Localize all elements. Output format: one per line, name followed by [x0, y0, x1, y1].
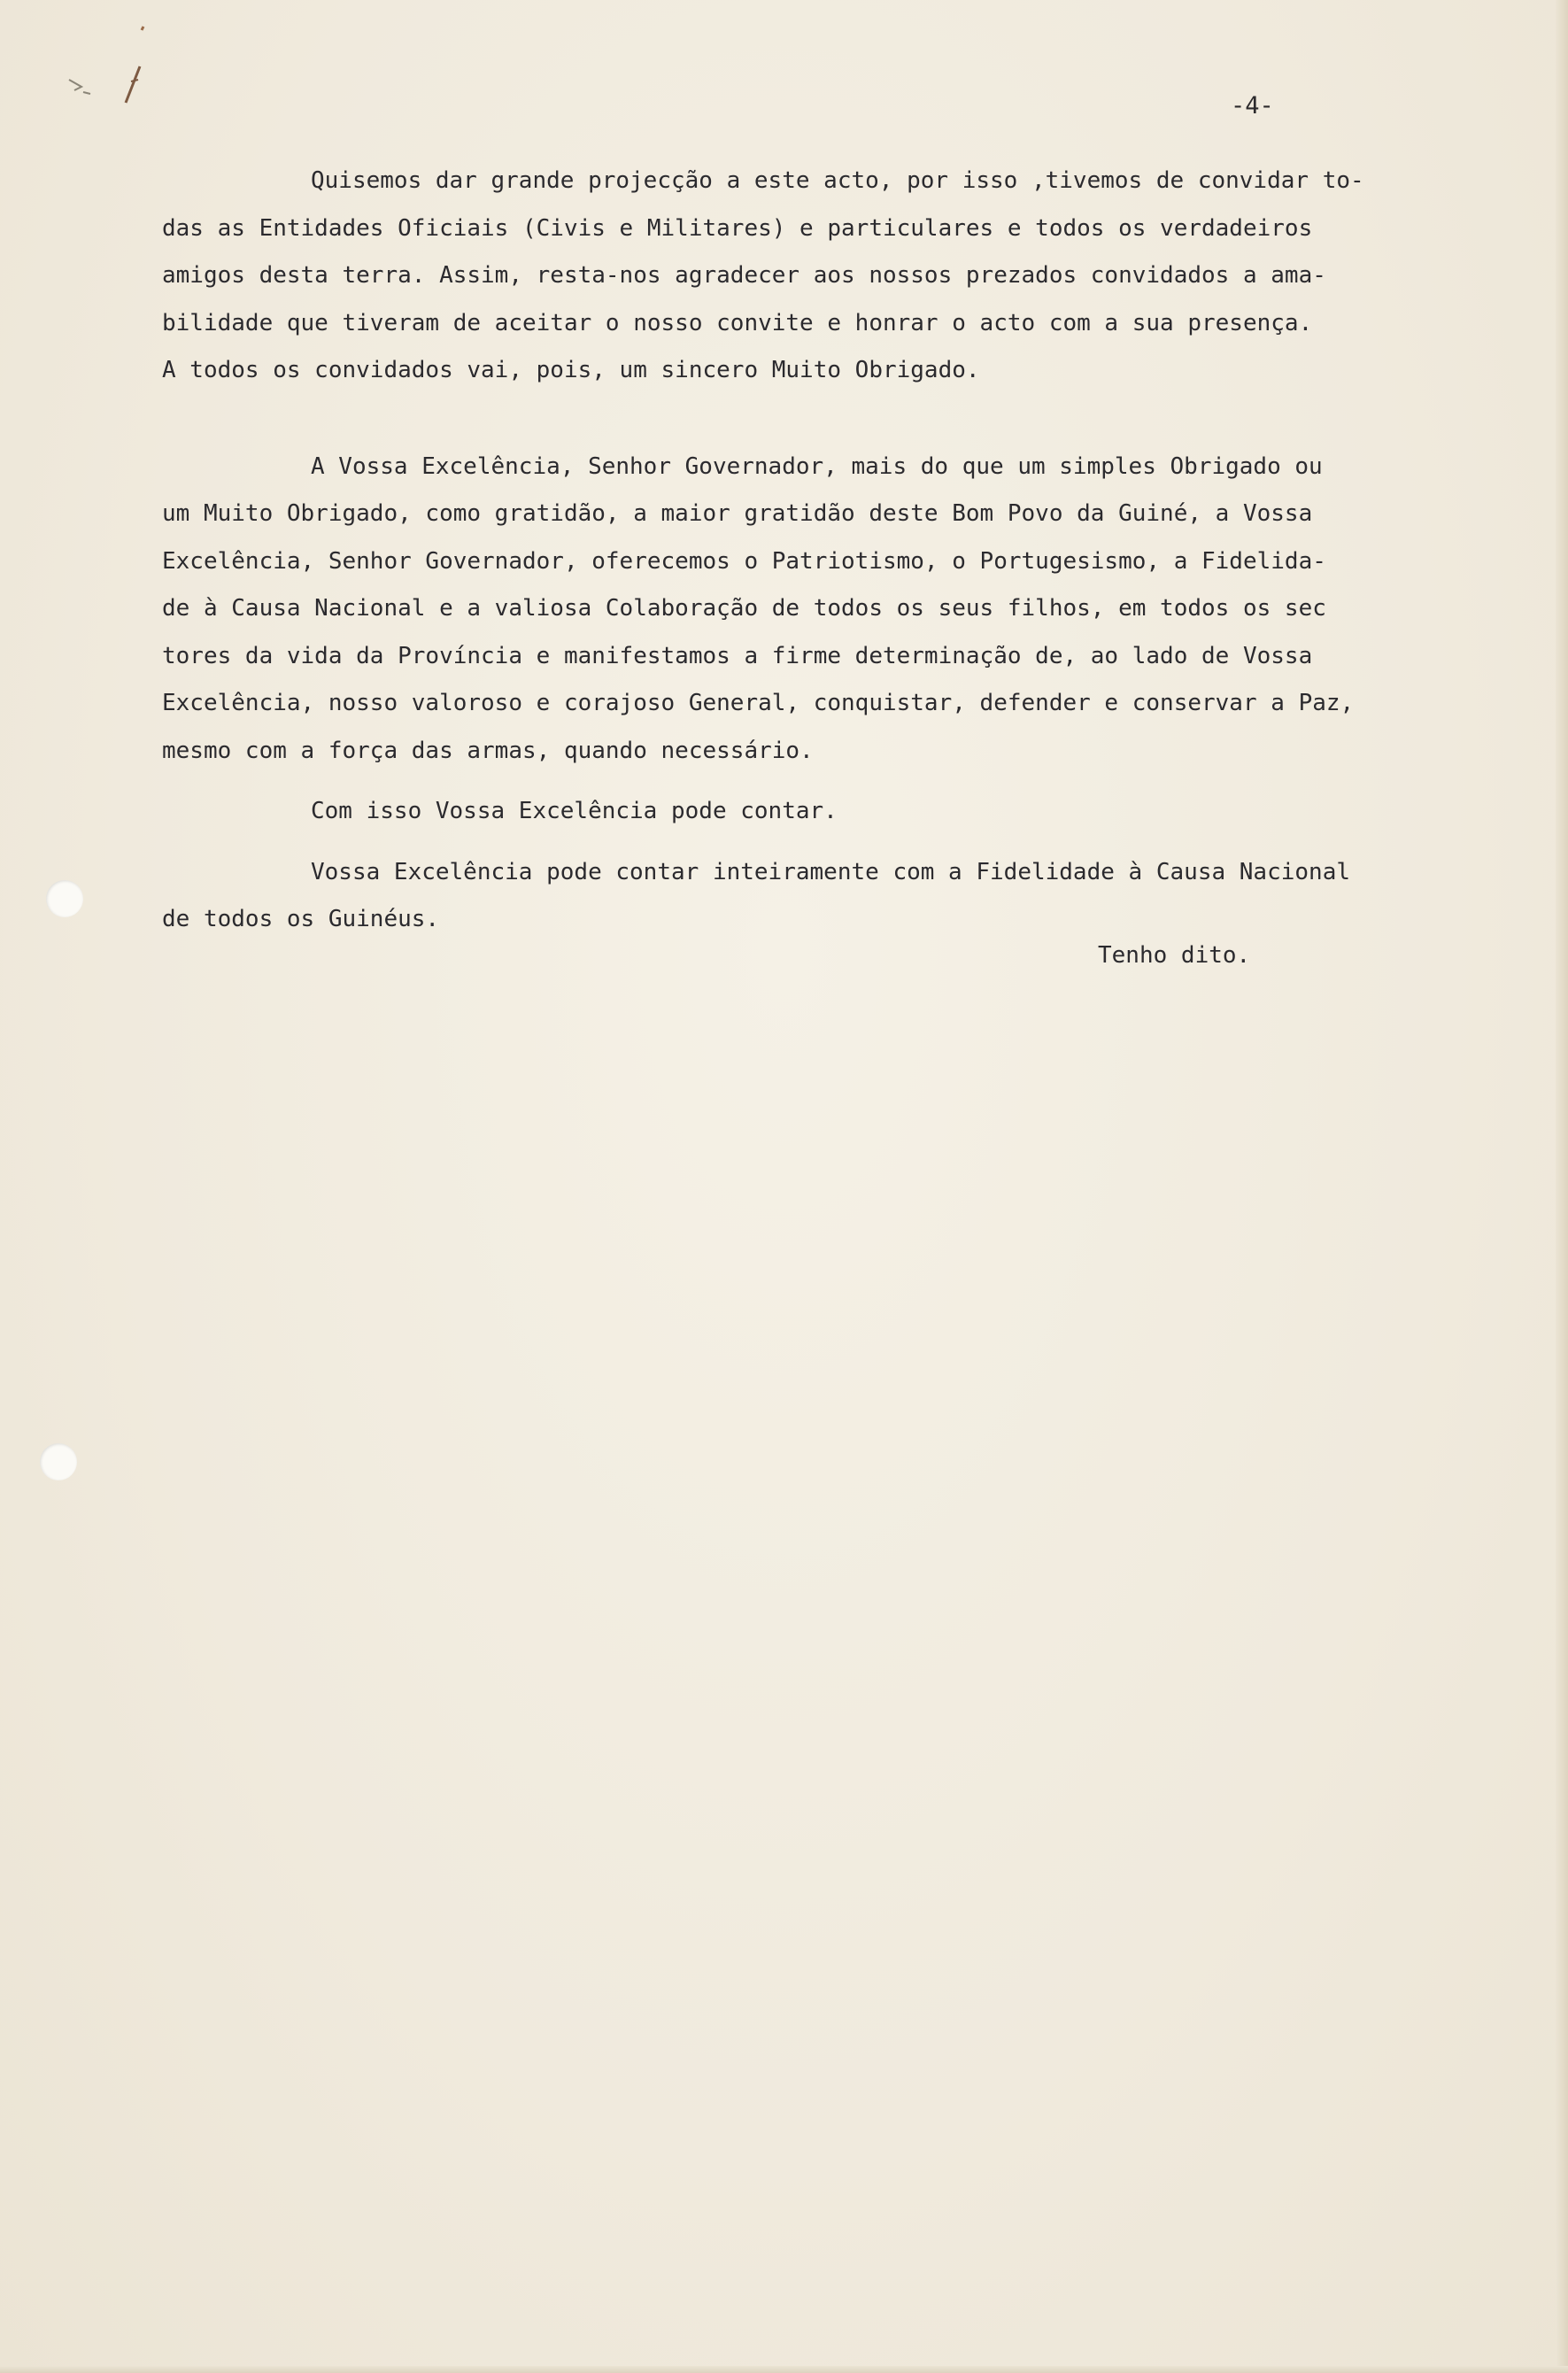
signoff: Tenho dito.	[1098, 942, 1251, 969]
paragraph-gap	[162, 836, 1446, 849]
paragraph-gap	[162, 775, 1446, 788]
paragraph	[162, 849, 1446, 944]
ink-marks	[62, 18, 159, 124]
paragraph	[162, 788, 1446, 836]
text-line: mesmo com a força das armas, quando necessário.	[162, 737, 814, 764]
text-line: das as Entidades Oficiais (Civis e Militares) e particulares e todos os verdadeiros	[162, 214, 1313, 242]
text-line: tores da vida da Província e manifestamos a firme determinação de, ao lado de Vossa	[162, 642, 1313, 669]
text-line: Excelência, nosso valoroso e corajoso General, conquistar, defender e conservar a Paz,	[162, 690, 1355, 716]
punch-hole	[40, 1443, 77, 1480]
text-line: de à Causa Nacional e a valiosa Colaboração de todos os seus filhos, em todos os sec	[162, 595, 1326, 622]
paragraph	[162, 158, 1446, 395]
paragraph-gap	[162, 395, 1446, 444]
paragraph	[162, 444, 1446, 776]
paper-edge-bottom	[0, 2366, 1568, 2373]
text-line: Quisemos dar grande projecção a este acto, por isso ,tivemos de convidar to-	[311, 167, 1364, 194]
punch-hole	[46, 880, 83, 917]
text-line: Excelência, Senhor Governador, oferecemos o Patriotismo, o Portugesismo, a Fidelida-	[162, 547, 1326, 575]
text-line: A Vossa Excelência, Senhor Governador, mais do que um simples Obrigado ou	[311, 452, 1323, 480]
text-line: Vossa Excelência pode contar inteiramente com a Fidelidade à Causa Nacional	[311, 858, 1350, 885]
text-line: um Muito Obrigado, como gratidão, a maior gratidão deste Bom Povo da Guiné, a Vossa	[162, 500, 1313, 527]
text-line: A todos os convidados vai, pois, um sincero Muito Obrigado.	[162, 357, 980, 383]
text-line: Com isso Vossa Excelência pode contar.	[311, 798, 838, 824]
text-line: de todos os Guinéus.	[162, 906, 440, 932]
text-line: bilidade que tiveram de aceitar o nosso convite e honrar o acto com a sua presença.	[162, 309, 1313, 336]
paper-edge-right	[1556, 0, 1568, 2373]
page-number: -4-	[1231, 92, 1274, 120]
letter-body	[162, 158, 1446, 944]
text-line: amigos desta terra. Assim, resta-nos agradecer aos nossos prezados convidados a ama-	[162, 262, 1326, 289]
